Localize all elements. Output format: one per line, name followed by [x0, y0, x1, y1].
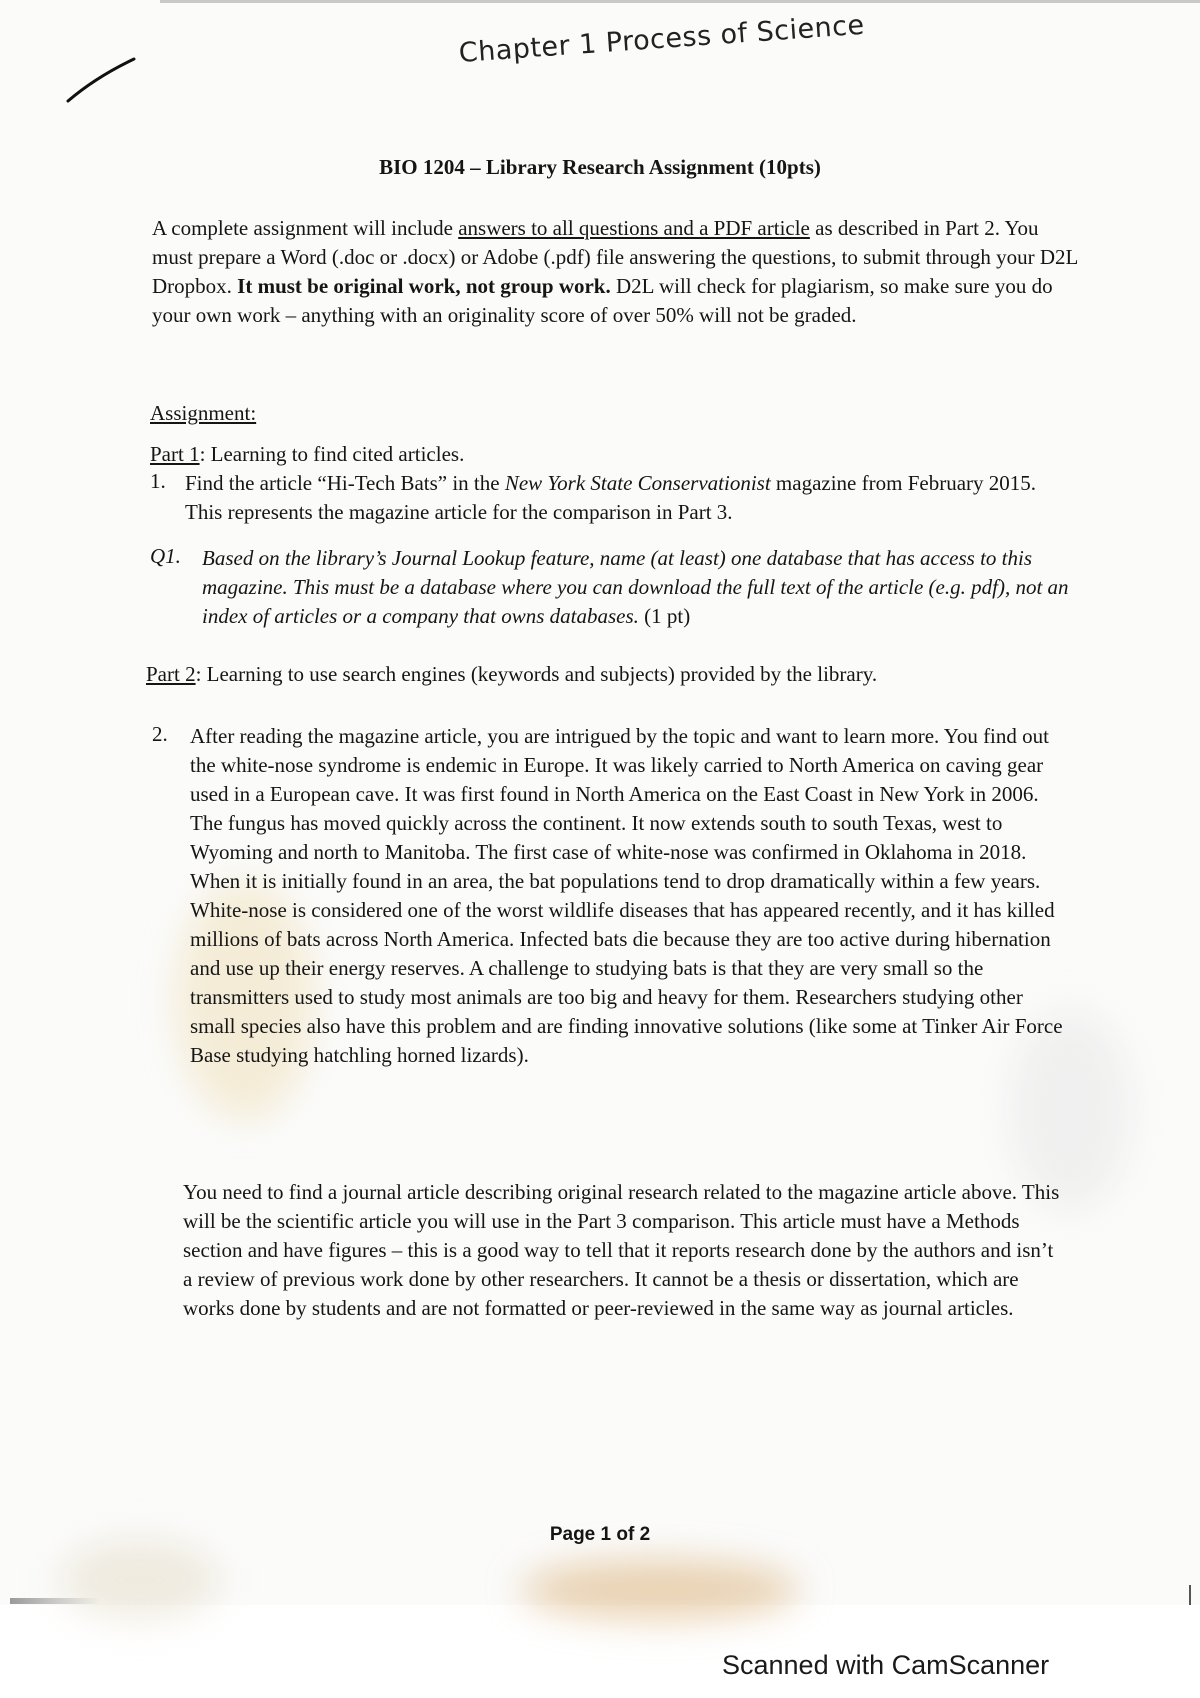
part1-heading [150, 440, 464, 469]
part1-text: : Learning to find cited articles. [199, 442, 465, 466]
intro-text-3: D2L will check for plagiarism, so make sure you do your own work – anything with an originality score of over 50% will not be graded. [152, 274, 1053, 327]
intro-underlined-text: answers to all questions and a PDF article [458, 216, 810, 240]
intro-text-1: A complete assignment will include [152, 216, 459, 240]
handwritten-chapter-note: Chapter 1 Process of Science [457, 9, 866, 69]
item-1-text-before: Find the article “Hi-Tech Bats” in the [185, 471, 505, 495]
question-1-text [202, 544, 1082, 631]
item-1-text-after: magazine from February 2015. This represents the magazine article for the comparison in Part 3. [185, 471, 1037, 524]
page-number: Page 1 of 2 [549, 1524, 651, 1545]
part1-label: Part 1 [150, 442, 200, 466]
camscanner-watermark: Scanned with CamScanner [722, 1650, 1050, 1680]
part2-heading [146, 660, 877, 689]
assignment-heading: Assignment: [150, 401, 257, 425]
item-2-text: After reading the magazine article, you are intrigued by the topic and want to learn more. You find out the white-nose syndrome is endemic in Europe. It was likely carried to North America on caving gear used in a European cave. It was first found in North America on the East Coast in New York in 2006. The fungus has moved quickly across the continent. It now extends south to south Texas, west to Wyoming and north to Manitoba. The first case of white-nose was confirmed in Oklahoma in 2018. When it is initially found in an area, the bat populations tend to drop dramatically within a few years. White-nose is considered one of the worst wildlife diseases that has appeared recently, and it has killed millions of bats across North America. Infected bats die because they are too active during hibernation and use up their energy reserves. A challenge to studying bats is that they are very small so the transmitters used to study most animals are too big and heavy for them. Researchers studying other small species also have this problem and are finding innovative solutions (like some at Tinker Air Force Base studying hatchling horned lizards). [190, 724, 1063, 1067]
item-1-text [185, 469, 1045, 527]
pen-stroke-mark [66, 55, 136, 105]
item-1-number: 1. [150, 469, 166, 493]
item-2-second-paragraph: You need to find a journal article describing original research related to the magazine article above. This will be the scientific article you will use in the Part 3 comparison. This article must have a Methods section and have figures – this is a good way to tell that it reports research done by the authors and isn’t a review of previous work done by other researchers. It cannot be a thesis or dissertation, which are works done by students and are not formatted or peer-reviewed in the same way as journal articles. [183, 1180, 1060, 1320]
question-1-body: Based on the library’s Journal Lookup feature, name (at least) one database that has access to this magazine. This must be a database where you can download the full text of the article (e.g. pdf), not an index of articles or a company that owns databases. [202, 546, 1069, 628]
question-1-number: Q1. [150, 544, 181, 568]
question-1-points: (1 pt) [638, 604, 691, 628]
page-edge-shadow [10, 1598, 100, 1604]
magazine-title: New York State Conservationist [504, 471, 771, 495]
part2-label: Part 2 [146, 662, 196, 686]
paper-stain [520, 1560, 800, 1620]
intro-text-2: as described in Part 2. You must prepare a Word (.doc or .docx) or Adobe (.pdf) file answering the questions, to submit through your D2L Dropbox. [152, 216, 1078, 298]
document-title: BIO 1204 – Library Research Assignment (10pts) [379, 155, 821, 179]
intro-paragraph [152, 214, 1082, 330]
paper-stain [60, 1540, 220, 1620]
intro-bold-text: It must be original work, not group work. [237, 274, 611, 298]
part2-text: : Learning to use search engines (keywords and subjects) provided by the library. [195, 662, 878, 686]
page-top-edge [160, 0, 1200, 3]
item-2-number: 2. [152, 722, 168, 746]
page-edge-mark [1189, 1585, 1191, 1605]
